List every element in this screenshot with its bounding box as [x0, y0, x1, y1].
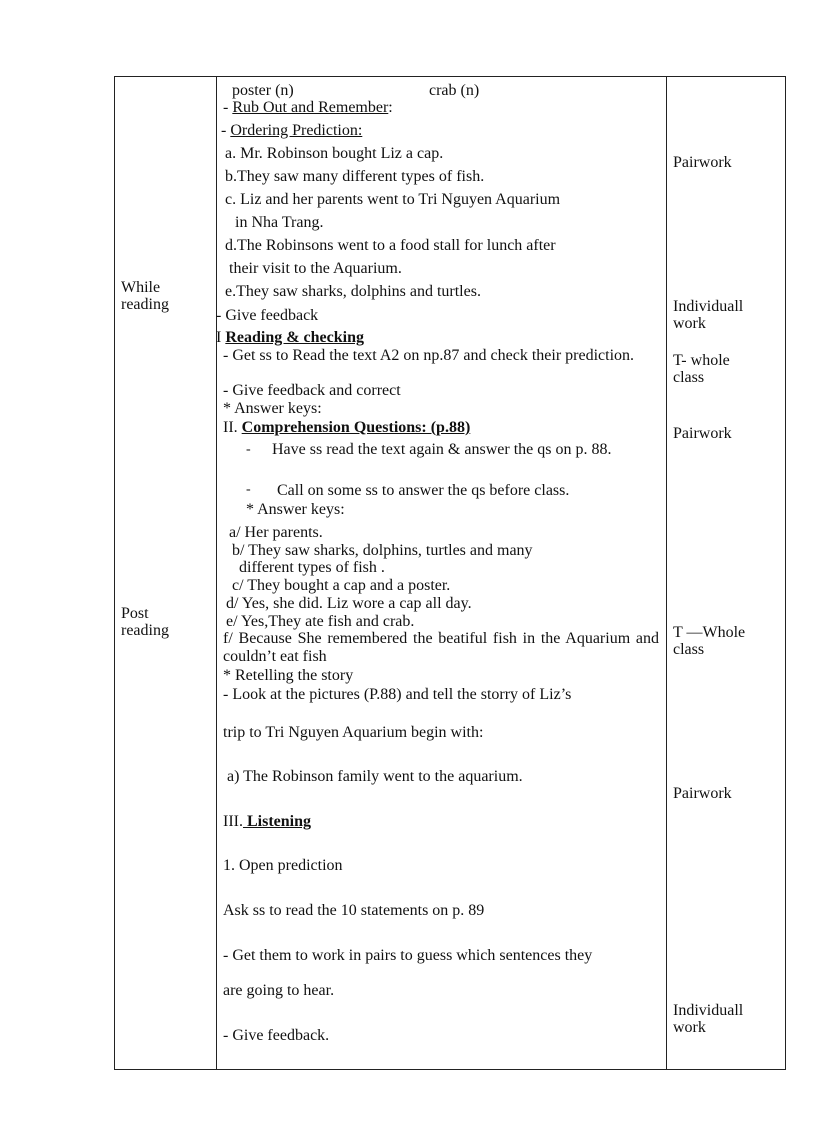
mode-pairwork-3: Pairwork	[673, 785, 732, 802]
column-divider-stage	[216, 77, 217, 1069]
mode-label: Individuall	[673, 298, 744, 315]
ordering-item-b: b.They saw many different types of fish.	[225, 168, 485, 185]
answer-d: d/ Yes, she did. Liz wore a cap all day.	[226, 595, 472, 612]
comprehension-title: Comprehension Questions: (p.88)	[241, 419, 471, 436]
ordering-item-a: a. Mr. Robinson bought Liz a cap.	[225, 145, 444, 162]
colon: :	[388, 99, 393, 116]
ask-ss-statements: Ask ss to read the 10 statements on p. 89	[223, 902, 485, 919]
roman-numeral: I	[216, 329, 226, 346]
have-ss-read: Have ss read the text again & answer the qs on p. 88.	[272, 441, 612, 458]
give-feedback-1: - Give feedback	[216, 307, 319, 324]
answer-e: e/ Yes,They ate fish and crab.	[226, 613, 415, 630]
dash: -	[223, 99, 233, 116]
mode-whole-class-2	[673, 624, 783, 658]
trip-begin-with: trip to Tri Nguyen Aquarium begin with:	[223, 724, 484, 741]
stage-label: reading	[121, 296, 169, 313]
mode-individual-2	[673, 1002, 783, 1036]
column-divider-mode	[666, 77, 667, 1069]
mode-pairwork-1: Pairwork	[673, 154, 732, 171]
mode-whole-class-1	[673, 352, 783, 386]
ordering-heading	[221, 122, 362, 140]
open-prediction: 1. Open prediction	[223, 857, 343, 874]
answer-keys-2: * Answer keys:	[246, 501, 345, 518]
look-at-pictures: - Look at the pictures (P.88) and tell the storry of Liz’s	[223, 686, 572, 703]
ordering-item-e: e.They saw sharks, dolphins and turtles.	[225, 283, 481, 300]
answer-c: c/ They bought a cap and a poster.	[232, 577, 451, 594]
answer-b: b/ They saw sharks, dolphins, turtles and many	[232, 542, 533, 559]
listening-title: Listening	[242, 813, 311, 830]
listening-heading	[223, 813, 311, 831]
answer-f: f/ Because She remembered the beatiful fish in the Aquarium and couldn’t eat fish	[223, 630, 659, 665]
reading-checking-heading	[216, 329, 364, 347]
mode-label: T- whole	[673, 352, 730, 369]
retelling-story: * Retelling the story	[223, 667, 354, 684]
ordering-item-c-cont: in Nha Trang.	[235, 214, 324, 231]
stage-label: reading	[121, 622, 169, 639]
ordering-item-d: d.The Robinsons went to a food stall for lunch after	[225, 237, 556, 254]
give-feedback-2: - Give feedback.	[223, 1027, 330, 1044]
mode-label: class	[673, 369, 705, 386]
mode-individual-1	[673, 298, 783, 332]
mode-pairwork-2: Pairwork	[673, 425, 732, 442]
roman-numeral: III.	[223, 813, 243, 830]
roman-numeral: II.	[223, 419, 242, 436]
mode-label: class	[673, 641, 705, 658]
give-feedback-correct: - Give feedback and correct	[223, 382, 401, 399]
get-ss-read: - Get ss to Read the text A2 on np.87 and check their prediction.	[223, 347, 635, 364]
vocab-crab: crab (n)	[429, 82, 480, 99]
comprehension-heading	[223, 419, 470, 437]
mode-label: work	[673, 1019, 706, 1036]
mode-label: Individuall	[673, 1002, 744, 1019]
stage-label: Post	[121, 605, 149, 622]
ordering-title: Ordering Prediction:	[230, 122, 363, 139]
stage-label: While	[121, 279, 161, 296]
answer-a: a/ Her parents.	[229, 524, 323, 541]
answer-keys-1: * Answer keys:	[223, 400, 322, 417]
answer-b-cont: different types of fish .	[239, 559, 385, 576]
rub-out-title: Rub Out and Remember	[232, 99, 389, 116]
reading-checking-title: Reading & checking	[225, 329, 364, 346]
ordering-item-c: c. Liz and her parents went to Tri Nguyen Aquarium	[225, 191, 561, 208]
dash: -	[221, 122, 231, 139]
mode-label: T —Whole	[673, 624, 746, 641]
going-to-hear: are going to hear.	[223, 982, 335, 999]
call-on-some: Call on some ss to answer the qs before class.	[277, 482, 570, 499]
mode-label: work	[673, 315, 706, 332]
rub-out-heading	[223, 99, 393, 117]
bullet-1: -	[246, 442, 251, 457]
work-in-pairs: - Get them to work in pairs to guess which sentences they	[223, 947, 593, 964]
stage-while-reading	[121, 279, 211, 313]
stage-post-reading	[121, 605, 211, 639]
robinson-family: a) The Robinson family went to the aquarium.	[227, 768, 523, 785]
ordering-item-d-cont: their visit to the Aquarium.	[229, 260, 402, 277]
lesson-plan-table	[114, 76, 786, 1070]
bullet-2: -	[246, 482, 251, 497]
vocab-poster: poster (n)	[232, 82, 294, 99]
